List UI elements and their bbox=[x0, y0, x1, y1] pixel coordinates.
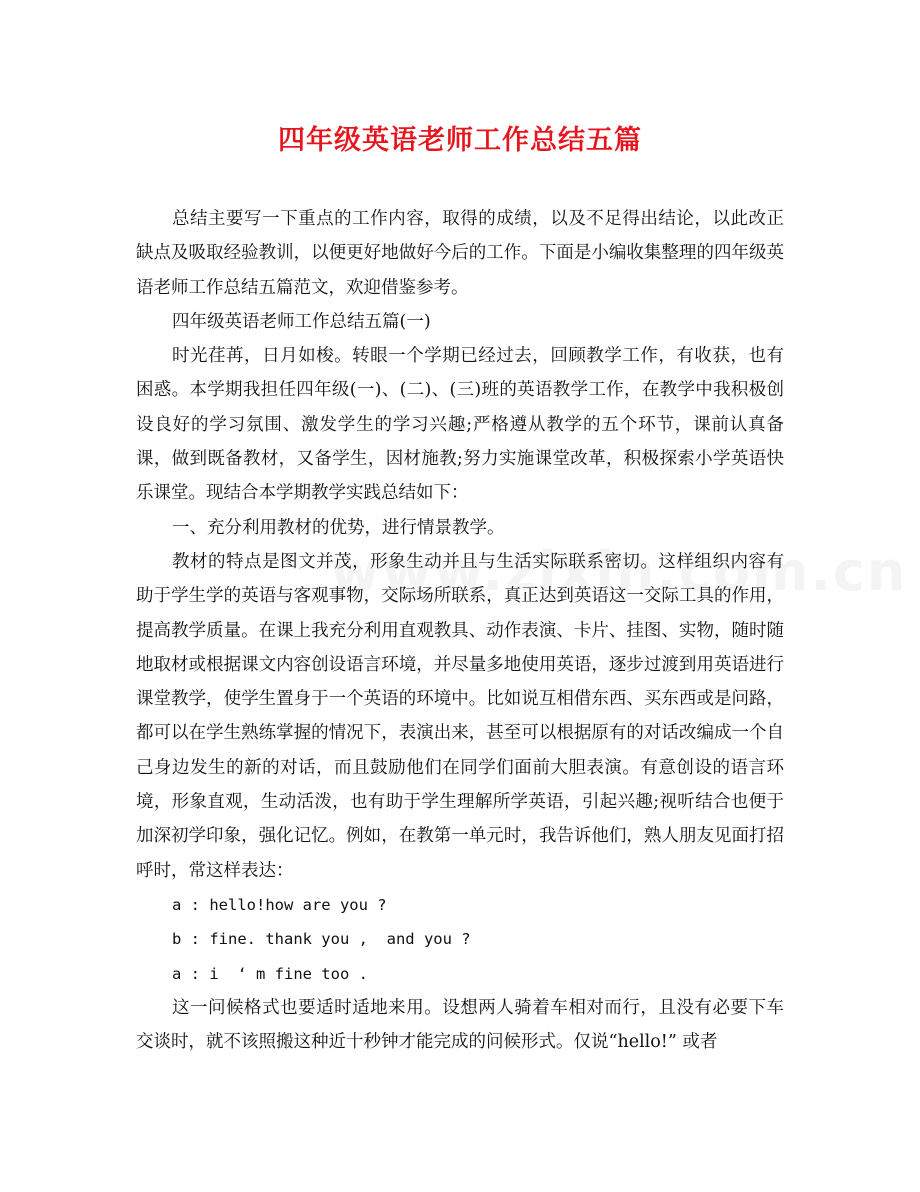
dialogue-line: a : i ‘ m fine too . bbox=[172, 964, 368, 983]
intro-paragraph: 总结主要写一下重点的工作内容，取得的成绩，以及不足得出结论，以此改正缺点及吸取经验教训，以便更好地做好今后的工作。下面是小编收集整理的四年级英语老师工作总结五篇范文，欢迎借鉴参考。 bbox=[136, 209, 784, 298]
document-title: 四年级英语老师工作总结五篇 bbox=[278, 125, 642, 156]
body-paragraph: 时光荏苒，日月如梭。转眼一个学期已经过去，回顾教学工作，有收获，也有困惑。本学期我担任四年级(一)、(二)、(三)班的英语教学工作，在教学中我积极创设良好的学习氛围、激发学生的学习兴趣;严格遵从教学的五个环节，课前认真备课，做到既备教材，又备学生，因材施教;努力实施课堂改革，积极探索小学英语快乐课堂。现结合本学期教学实践总结如下： bbox=[136, 346, 784, 504]
section-heading: 四年级英语老师工作总结五篇(一) bbox=[172, 311, 431, 332]
body-paragraph: 这一问候格式也要适时适地来用。设想两人骑着车相对而行，且没有必要下车交谈时，就不该照搬这种近十秒钟才能完成的问候形式。仅说“hello!” 或者 bbox=[136, 997, 784, 1053]
subsection-heading: 一、充分利用教材的优势，进行情景教学。 bbox=[172, 517, 505, 538]
dialogue-line: b : fine. thank you , and you ? bbox=[172, 930, 471, 949]
document-body bbox=[136, 202, 784, 1059]
body-paragraph: 教材的特点是图文并茂，形象生动并且与生活实际联系密切。这样组织内容有助于学生学的英语与客观事物，交际场所联系，真正达到英语这一交际工具的作用，提高教学质量。在课上我充分利用直观教具、动作表演、卡片、挂图、实物，随时随地取材或根据课文内容创设语言环境，并尽量多地使用英语，逐步过渡到用英语进行课堂教学，使学生置身于一个英语的环境中。比如说互相借东西、买东西或是问路，都可以在学生熟练掌握的情况下，表演出来，甚至可以根据原有的对话改编成一个自己身边发生的新的对话，而且鼓励他们在同学们面前大胆表演。有意创设的语言环境，形象直观，生动活泼，也有助于学生理解所学英语，引起兴趣;视听结合也便于加深初学印象，强化记忆。例如，在教第一单元时，我告诉他们，熟人朋友见面打招呼时，常这样表达： bbox=[136, 551, 784, 881]
dialogue-line: a : hello!how are you ? bbox=[172, 895, 387, 914]
